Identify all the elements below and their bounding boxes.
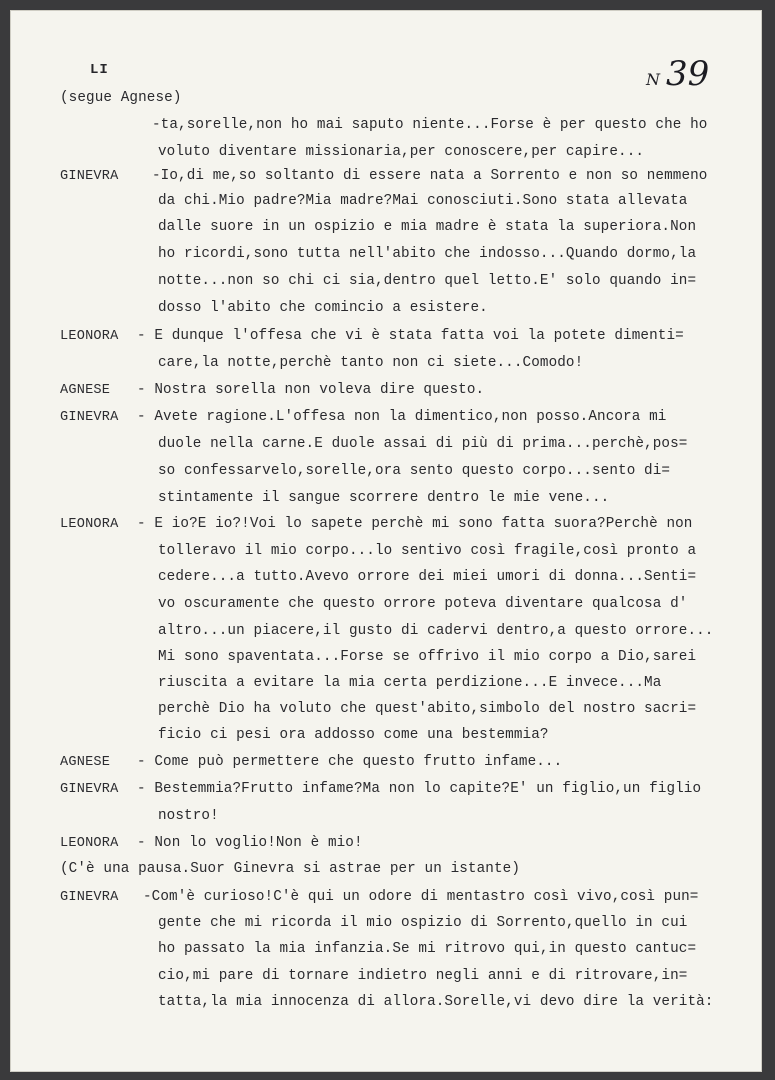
text-line: so confessarvelo,sorelle,ora sento questo corpo...sento di= <box>158 463 671 479</box>
text-line: - E io?E io?!Voi lo sapete perchè mi sono fatta suora?Perchè non <box>137 516 693 532</box>
speaker-name: AGNESE <box>60 383 111 398</box>
text-line: - Bestemmia?Frutto infame?Ma non lo capite?E' un figlio,un figlio <box>137 781 702 797</box>
text-line: tatta,la mia innocenza di allora.Sorelle,vi devo dire la verità: <box>158 994 714 1010</box>
page-number-value: 39 <box>666 54 710 94</box>
page-number <box>646 54 709 94</box>
text-line: cio,mi pare di tornare indietro negli anni e di ritrovare,in= <box>158 968 688 984</box>
text-line: vo oscuramente che questo orrore poteva diventare qualcosa d' <box>158 596 688 612</box>
text-line: - Come può permettere che questo frutto infame... <box>137 754 563 770</box>
stage-direction: (C'è una pausa.Suor Ginevra si astrae per un istante) <box>60 861 521 877</box>
text-line: stintamente il sangue scorrere dentro le mie vene... <box>158 490 610 506</box>
text-line: - Non lo voglio!Non è mio! <box>137 835 363 851</box>
stage-direction: (segue Agnese) <box>60 90 182 106</box>
text-line: dalle suore in un ospizio e mia madre è stata la superiora.Non <box>158 219 697 235</box>
text-line: - Nostra sorella non voleva dire questo. <box>137 382 485 398</box>
speaker-name: LEONORA <box>60 836 119 851</box>
speaker-name: GINEVRA <box>60 890 119 905</box>
text-line: gente che mi ricorda il mio ospizio di Sorrento,quello in cui <box>158 915 688 931</box>
text-line: perchè Dio ha voluto che quest'abito,simbolo del nostro sacri= <box>158 701 697 717</box>
text-line: - E dunque l'offesa che vi è stata fatta voi la potete dimenti= <box>137 328 684 344</box>
text-line: da chi.Mio padre?Mia madre?Mai conosciuti.Sono stata allevata <box>158 193 688 209</box>
page-mark: N <box>646 70 660 89</box>
text-line: duole nella carne.E duole assai di più di prima...perchè,pos= <box>158 436 688 452</box>
text-line: dosso l'abito che comincio a esistere. <box>158 300 488 316</box>
scene-number: LI <box>90 62 109 78</box>
speaker-name: LEONORA <box>60 329 119 344</box>
text-line: altro...un piacere,il gusto di cadervi dentro,a questo orrore... <box>158 623 714 639</box>
text-line: cedere...a tutto.Avevo orrore dei miei umori di donna...Senti= <box>158 569 697 585</box>
speaker-name: GINEVRA <box>60 169 119 184</box>
text-line: care,la notte,perchè tanto non ci siete...Comodo! <box>158 355 584 371</box>
text-line: nostro! <box>158 808 219 824</box>
speaker-name: LEONORA <box>60 517 119 532</box>
text-line: ho passato la mia infanzia.Se mi ritrovo qui,in questo cantuc= <box>158 941 697 957</box>
text-line: notte...non so chi ci sia,dentro quel letto.E' solo quando in= <box>158 273 697 289</box>
speaker-name: AGNESE <box>60 755 111 770</box>
text-line: -ta,sorelle,non ho mai saputo niente...Forse è per questo che ho <box>152 117 708 133</box>
speaker-name: GINEVRA <box>60 410 119 425</box>
text-line: -Com'è curioso!C'è qui un odore di mentastro così vivo,così pun= <box>143 889 699 905</box>
text-line: -Io,di me,so soltanto di essere nata a Sorrento e non so nemmeno <box>152 168 708 184</box>
text-line: ficio ci pesi ora addosso come una bestemmia? <box>158 727 549 743</box>
text-line: voluto diventare missionaria,per conoscere,per capire... <box>158 144 645 160</box>
text-line: ho ricordi,sono tutta nell'abito che indosso...Quando dormo,la <box>158 246 697 262</box>
text-line: riuscita a evitare la mia certa perdizione...E invece...Ma <box>158 675 662 691</box>
text-line: tolleravo il mio corpo...lo sentivo così fragile,così pronto a <box>158 543 697 559</box>
text-line: Mi sono spaventata...Forse se offrivo il mio corpo a Dio,sarei <box>158 649 697 665</box>
text-line: - Avete ragione.L'offesa non la dimentico,non posso.Ancora mi <box>137 409 667 425</box>
speaker-name: GINEVRA <box>60 782 119 797</box>
